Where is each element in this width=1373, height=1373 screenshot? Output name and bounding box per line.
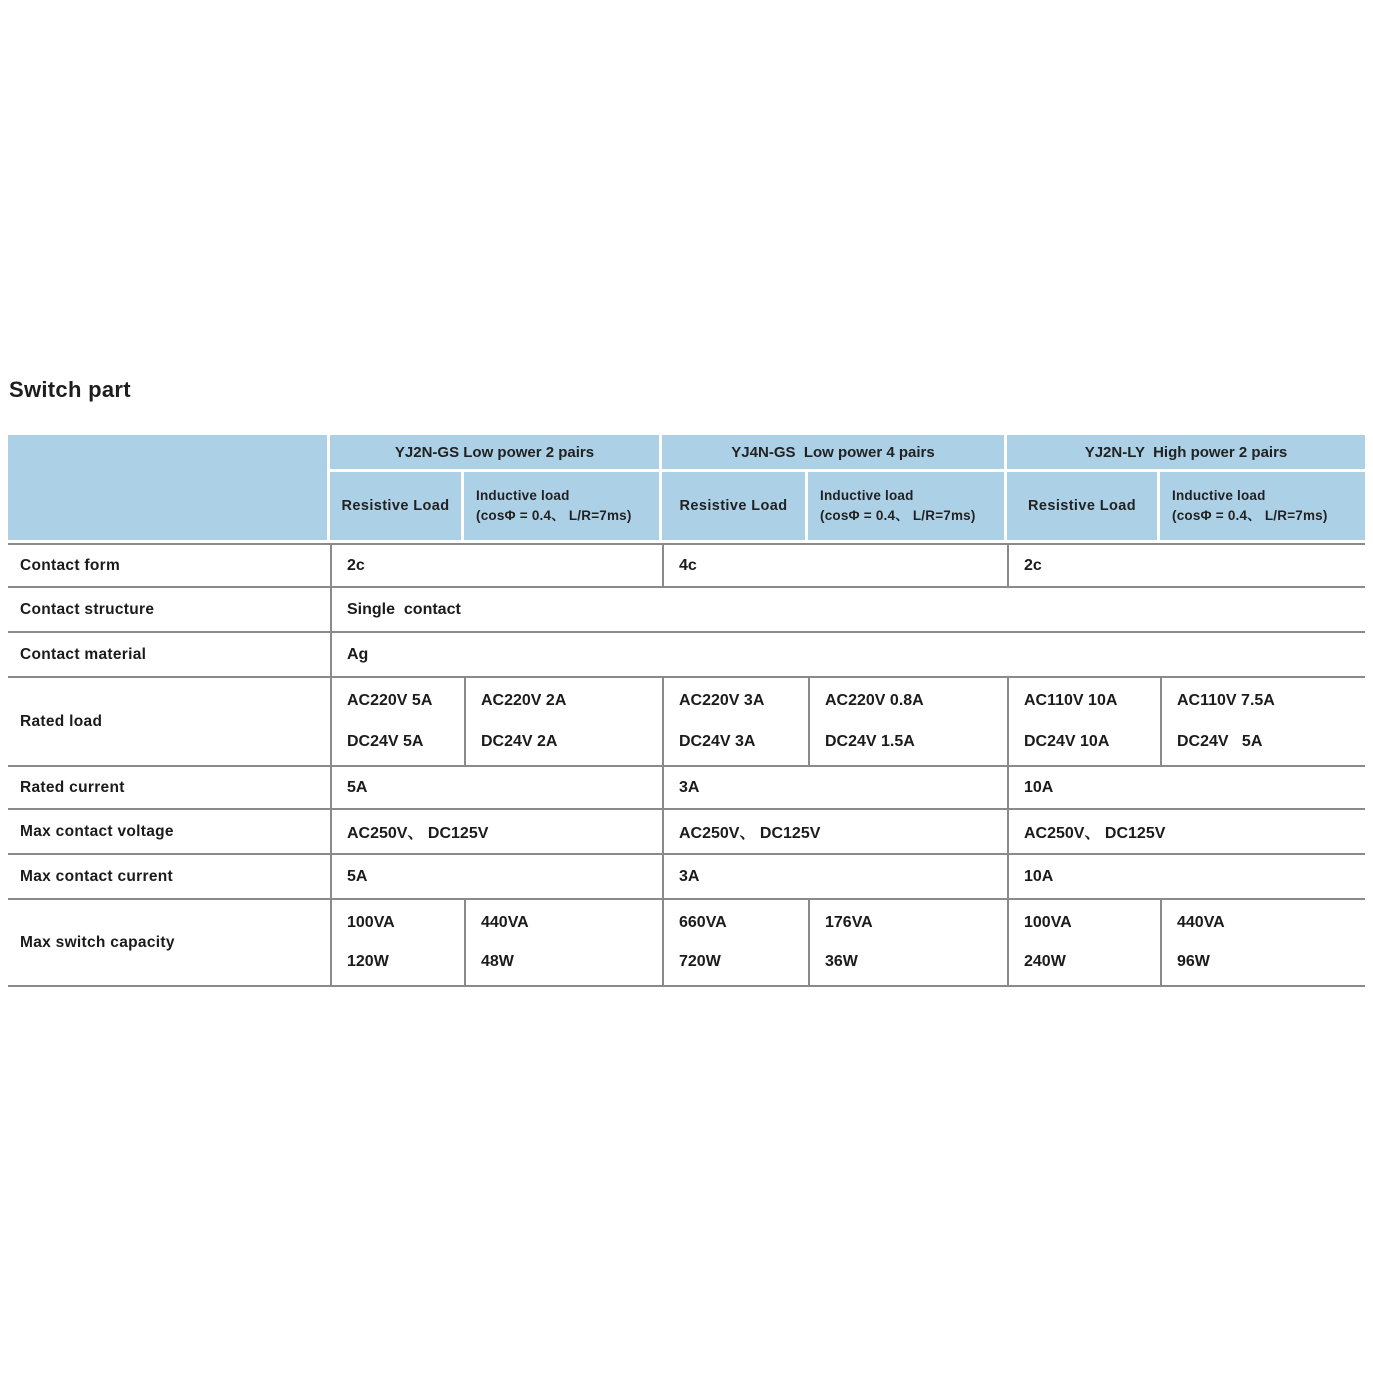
capacity-w: 36W bbox=[825, 953, 858, 970]
rated-load-dc: DC24V 2A bbox=[481, 733, 558, 750]
capacity-w: 720W bbox=[679, 953, 721, 970]
capacity-va: 660VA bbox=[679, 914, 727, 931]
header-inductive-load-3 bbox=[1160, 472, 1365, 540]
max-contact-voltage-yj2n-ly: AC250V、 DC125V bbox=[1007, 808, 1365, 853]
rated-load-dc: DC24V 5A bbox=[1177, 733, 1263, 750]
max-contact-voltage-yj2n-gs: AC250V、 DC125V bbox=[330, 808, 662, 853]
header-resistive-load-3: Resistive Load bbox=[1007, 472, 1160, 540]
inductive-load-line2: (cosΦ = 0.4、 L/R=7ms) bbox=[820, 508, 976, 523]
header-group-yj2n-ly: YJ2N-LY High power 2 pairs bbox=[1007, 435, 1365, 472]
switch-spec-table bbox=[8, 435, 1365, 987]
header-inductive-load-2 bbox=[808, 472, 1007, 540]
row-contact-form-label: Contact form bbox=[8, 543, 330, 586]
row-rated-current-label: Rated current bbox=[8, 765, 330, 808]
capacity-va: 100VA bbox=[1024, 914, 1072, 931]
rated-current-yj4n-gs: 3A bbox=[662, 765, 1007, 808]
rated-load-ac: AC220V 5A bbox=[347, 692, 433, 709]
capacity-w: 240W bbox=[1024, 953, 1066, 970]
header-resistive-load-1: Resistive Load bbox=[330, 472, 464, 540]
row-max-switch-capacity-label: Max switch capacity bbox=[8, 898, 330, 987]
contact-form-yj4n-gs: 4c bbox=[662, 543, 1007, 586]
inductive-load-line2: (cosΦ = 0.4、 L/R=7ms) bbox=[1172, 508, 1328, 523]
inductive-load-line1: Inductive load bbox=[1172, 487, 1266, 503]
max-contact-current-yj2n-ly: 10A bbox=[1007, 853, 1365, 898]
page-title: Switch part bbox=[9, 377, 131, 402]
row-max-contact-current-label: Max contact current bbox=[8, 853, 330, 898]
capacity-va: 100VA bbox=[347, 914, 395, 931]
table-header bbox=[8, 435, 1365, 540]
rated-load-g1-inductive bbox=[464, 676, 662, 765]
capacity-w: 96W bbox=[1177, 953, 1210, 970]
header-group-yj2n-gs: YJ2N-GS Low power 2 pairs bbox=[330, 435, 662, 472]
rated-load-dc: DC24V 5A bbox=[347, 733, 424, 750]
contact-form-yj2n-gs: 2c bbox=[330, 543, 662, 586]
max-contact-current-yj4n-gs: 3A bbox=[662, 853, 1007, 898]
rated-load-dc: DC24V 3A bbox=[679, 733, 756, 750]
inductive-load-line1: Inductive load bbox=[820, 487, 914, 503]
inductive-load-line1: Inductive load bbox=[476, 487, 570, 503]
inductive-load-line2: (cosΦ = 0.4、 L/R=7ms) bbox=[476, 508, 632, 523]
contact-form-yj2n-ly: 2c bbox=[1007, 543, 1365, 586]
rated-load-ac: AC220V 3A bbox=[679, 692, 765, 709]
table-body bbox=[8, 543, 1365, 987]
rated-load-g3-inductive bbox=[1160, 676, 1365, 765]
capacity-va: 440VA bbox=[1177, 914, 1225, 931]
rated-load-ac: AC110V 7.5A bbox=[1177, 692, 1275, 709]
rated-current-yj2n-gs: 5A bbox=[330, 765, 662, 808]
rated-load-g2-resistive bbox=[662, 676, 808, 765]
rated-load-ac: AC220V 2A bbox=[481, 692, 567, 709]
capacity-w: 120W bbox=[347, 953, 389, 970]
rated-current-yj2n-ly: 10A bbox=[1007, 765, 1365, 808]
rated-load-dc: DC24V 10A bbox=[1024, 733, 1110, 750]
max-contact-current-yj2n-gs: 5A bbox=[330, 853, 662, 898]
rated-load-g3-resistive bbox=[1007, 676, 1160, 765]
row-rated-load-label: Rated load bbox=[8, 676, 330, 765]
capacity-w: 48W bbox=[481, 953, 514, 970]
capacity-va: 440VA bbox=[481, 914, 529, 931]
contact-material-value: Ag bbox=[330, 631, 1365, 676]
rated-load-ac: AC220V 0.8A bbox=[825, 692, 924, 709]
header-corner-cell bbox=[8, 435, 330, 540]
row-contact-structure-label: Contact structure bbox=[8, 586, 330, 631]
rated-load-g1-resistive bbox=[330, 676, 464, 765]
max-switch-capacity-g3-resistive bbox=[1007, 898, 1160, 987]
header-resistive-load-2: Resistive Load bbox=[662, 472, 808, 540]
max-switch-capacity-g2-inductive bbox=[808, 898, 1007, 987]
header-inductive-load-1 bbox=[464, 472, 662, 540]
capacity-va: 176VA bbox=[825, 914, 873, 931]
rated-load-g2-inductive bbox=[808, 676, 1007, 765]
max-switch-capacity-g1-inductive bbox=[464, 898, 662, 987]
max-switch-capacity-g3-inductive bbox=[1160, 898, 1365, 987]
max-switch-capacity-g1-resistive bbox=[330, 898, 464, 987]
max-contact-voltage-yj4n-gs: AC250V、 DC125V bbox=[662, 808, 1007, 853]
max-switch-capacity-g2-resistive bbox=[662, 898, 808, 987]
rated-load-dc: DC24V 1.5A bbox=[825, 733, 915, 750]
rated-load-ac: AC110V 10A bbox=[1024, 692, 1118, 709]
contact-structure-value: Single contact bbox=[330, 586, 1365, 631]
row-contact-material-label: Contact material bbox=[8, 631, 330, 676]
header-group-yj4n-gs: YJ4N-GS Low power 4 pairs bbox=[662, 435, 1007, 472]
row-max-contact-voltage-label: Max contact voltage bbox=[8, 808, 330, 853]
